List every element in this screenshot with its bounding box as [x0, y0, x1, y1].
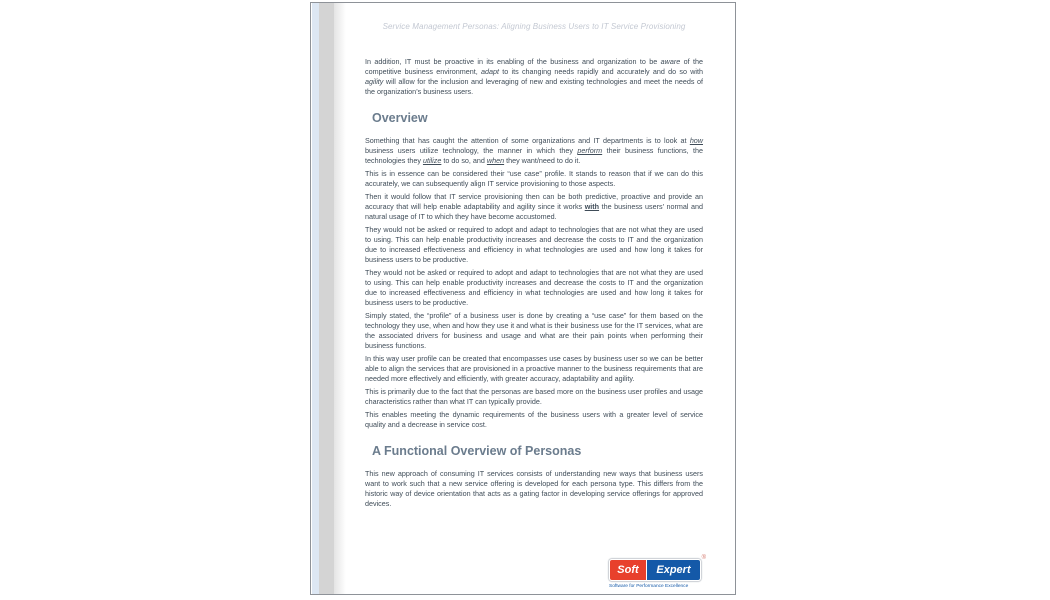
- paragraph: This enables meeting the dynamic requirements of the business users with a greater level of service quality and a decrease in service cost.: [365, 410, 703, 429]
- page-binding-blue-strip: [312, 3, 319, 594]
- paragraph: In addition, IT must be proactive in its enabling of the business and organization to be aware of the competitive business environment, adapt to its changing needs rapidly and accurately and do so with agility will allow for the inclusion and leveraging of new and existing technologies and meet the needs of the organization’s business users.: [365, 57, 703, 96]
- paragraph: Simply stated, the “profile” of a business user is done by creating a “use case” for them based on the technology they use, when and how they use it and what is their business use for the IT services, what are the associated drivers for business and usage and what are their pain points when performing their business functions.: [365, 311, 703, 350]
- paragraph: This is in essence can be considered their “use case” profile. It stands to reason that if we can do this accurately, we can subsequently align IT service provisioning to those aspects.: [365, 169, 703, 188]
- page-header-title: Service Management Personas: Aligning Business Users to IT Service Provisioning: [382, 22, 686, 31]
- paragraph: This is primarily due to the fact that the personas are based more on the business user profiles and usage characteristics rather than what IT can typically provide.: [365, 387, 703, 406]
- logo-soft-label: Soft: [610, 560, 647, 580]
- paragraph: Then it would follow that IT service provisioning then can be both predictive, proactive and provide an accuracy that will help enable adaptability and agility since it works with the business users’ normal and natural usage of IT to which they have become accustomed.: [365, 192, 703, 221]
- paragraph: They would not be asked or required to adopt and adapt to technologies that are not what they are used to using. This can help enable productivity increases and decrease the costs to IT and the organization due to increased effectiveness and efficiency in what technologies are used and how long it takes for business users to be productive.: [365, 225, 703, 264]
- paragraph: In this way user profile can be created that encompasses use cases by business user so we can be better able to align the services that are provisioned in a proactive manner to the business requirements that are needed more effectively and efficiently, with greater accuracy, adaptability and agility.: [365, 354, 703, 383]
- page-footer: [609, 555, 706, 589]
- paragraph: This new approach of consuming IT services consists of understanding new ways that business users want to work such that a new service offering is developed for each persona type. This differs from the historic way of device orientation that acts as a gating factor in developing service offerings for approved devices.: [365, 469, 703, 508]
- section-heading: A Functional Overview of Personas: [372, 444, 582, 458]
- page-binding-shadow: [334, 3, 346, 594]
- registered-trademark-icon: ®: [701, 555, 706, 561]
- softexpert-logo-box: [609, 559, 701, 581]
- document-body: [365, 57, 703, 509]
- logo-tagline: Software for Performance Excellence: [609, 583, 689, 589]
- paragraph: Something that has caught the attention of some organizations and IT departments is to look at how business users utilize technology, the manner in which they perform their business functions, the technologies they utilize to do so, and when they want/need to do it.: [365, 136, 704, 165]
- logo-expert-label: Expert: [647, 560, 700, 580]
- softexpert-logo: [609, 555, 706, 589]
- section-heading: Overview: [372, 111, 428, 125]
- page-content-area: [365, 3, 706, 594]
- document-page: [310, 2, 736, 595]
- paragraph: They would not be asked or required to adopt and adapt to technologies that are not what they are used to using. This can help enable productivity increases and decrease the costs to IT and the organization due to increased effectiveness and efficiency in what technologies are used and how long it takes for business users to be productive.: [365, 268, 703, 307]
- page-binding-gray-strip: [319, 3, 334, 594]
